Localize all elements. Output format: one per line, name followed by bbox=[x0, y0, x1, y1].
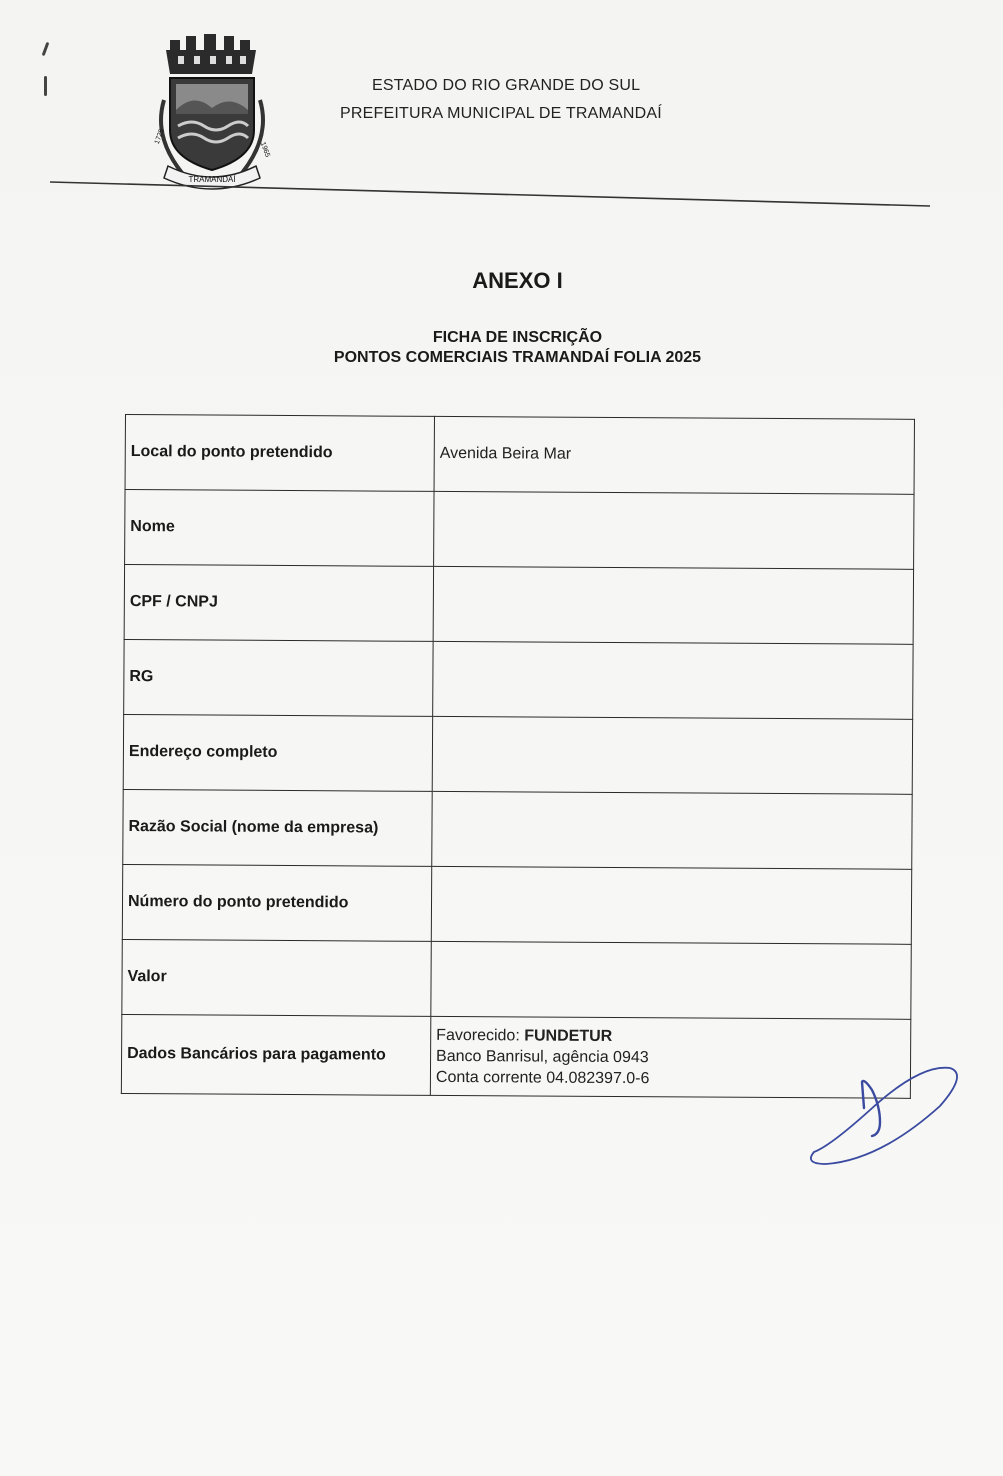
header-state: ESTADO DO RIO GRANDE DO SUL bbox=[372, 77, 641, 94]
row-label: RG bbox=[124, 639, 433, 716]
row-label: Local do ponto pretendido bbox=[125, 415, 434, 492]
form-row-company-name bbox=[123, 789, 912, 869]
value-field[interactable] bbox=[431, 941, 911, 1019]
form-row-address bbox=[123, 714, 912, 794]
crest-year-right: 1965 bbox=[258, 141, 271, 159]
crest-banner-text: TRAMANDAÍ bbox=[188, 175, 236, 184]
form-title-line2: PONTOS COMERCIAIS TRAMANDAÍ FOLIA 2025 bbox=[333, 349, 702, 366]
spot-number-field[interactable] bbox=[431, 866, 911, 944]
favorecido-prefix: Favorecido: bbox=[436, 1026, 525, 1044]
form-row-rg bbox=[124, 639, 913, 719]
location-value: Avenida Beira Mar bbox=[434, 416, 914, 494]
cpf-cnpj-field[interactable] bbox=[433, 566, 913, 644]
header-text bbox=[340, 72, 740, 128]
form-row-location bbox=[125, 415, 914, 495]
punch-mark-bottom bbox=[44, 76, 47, 96]
header-divider bbox=[50, 180, 930, 210]
row-label: Dados Bancários para pagamento bbox=[121, 1014, 430, 1095]
annex-title: ANEXO I bbox=[472, 268, 563, 293]
crest-year-left: 1725 bbox=[153, 128, 166, 146]
row-label: Nome bbox=[125, 490, 434, 567]
row-label: Razão Social (nome da empresa) bbox=[123, 789, 432, 866]
bank-favorecido bbox=[436, 1024, 905, 1048]
header-municipality: PREFEITURA MUNICIPAL DE TRAMANDAÍ bbox=[340, 105, 662, 122]
favorecido-name: FUNDETUR bbox=[524, 1026, 613, 1045]
form-title-line1: FICHA DE INSCRIÇÃO bbox=[432, 329, 603, 346]
form-row-spot-number bbox=[122, 864, 911, 944]
row-label: Número do ponto pretendido bbox=[122, 864, 431, 941]
form-row-bank-details bbox=[121, 1014, 910, 1098]
form-row-name bbox=[125, 490, 914, 570]
row-label: Endereço completo bbox=[123, 714, 432, 791]
registration-form-table bbox=[121, 414, 915, 1099]
bank-account: Conta corrente 04.082397.0-6 bbox=[435, 1068, 650, 1087]
row-label: CPF / CNPJ bbox=[124, 565, 433, 642]
rg-field[interactable] bbox=[433, 641, 913, 719]
punch-mark-top bbox=[42, 42, 50, 56]
bank-agency: Banco Banrisul, agência 0943 bbox=[436, 1047, 649, 1066]
form-row-value bbox=[122, 939, 911, 1019]
form-row-cpf-cnpj bbox=[124, 565, 913, 645]
signature-icon bbox=[800, 1060, 970, 1170]
address-field[interactable] bbox=[432, 716, 912, 794]
form-title bbox=[0, 328, 1003, 368]
company-name-field[interactable] bbox=[432, 791, 912, 869]
name-field[interactable] bbox=[434, 491, 914, 569]
municipal-crest-icon bbox=[148, 30, 278, 190]
row-label: Valor bbox=[122, 939, 431, 1016]
